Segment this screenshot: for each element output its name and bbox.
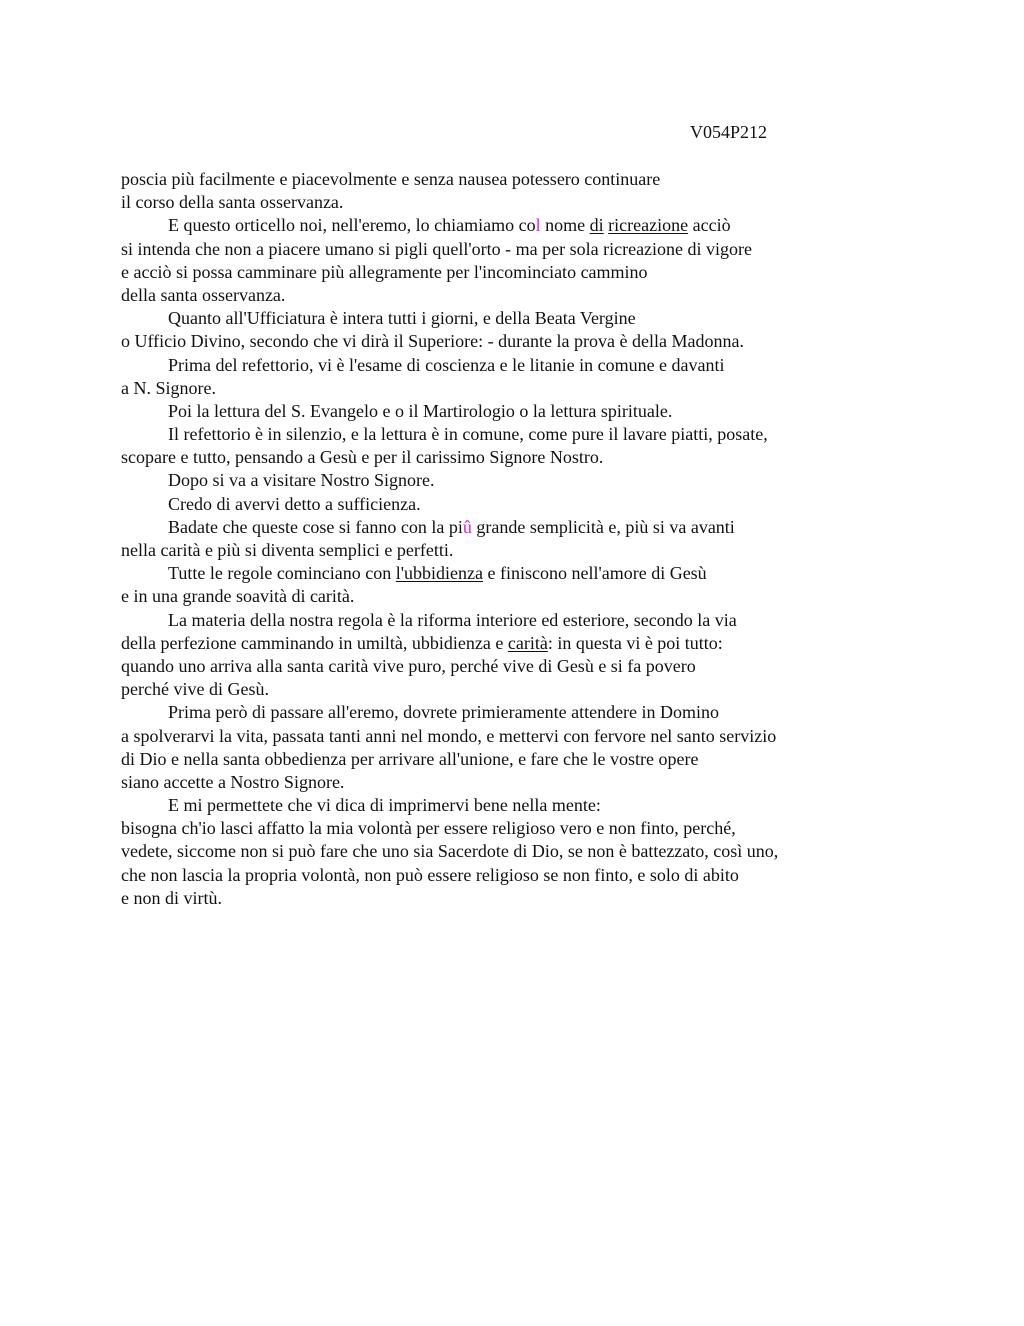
text-line [121,214,901,237]
text-run: nome [540,215,590,236]
highlighted-character: l [535,215,541,236]
text-line: si intenda che non a piacere umano si pigli quell'orto - ma per sola ricreazione di vigore [121,238,753,259]
text-line: e acciò si possa camminare più allegramente per l'incominciato cammino [121,261,648,282]
text-line: Credo di avervi detto a sufficienza. [168,493,421,514]
text-line: Il refettorio è in silenzio, e la lettura è in comune, come pure il lavare piatti, posate, [168,424,768,445]
text-run: acciò [688,215,731,236]
text-line: di Dio e nella santa obbedienza per arrivare all'unione, e fare che le vostre opere [121,748,699,769]
text-line: e non di virtù. [121,887,222,908]
text-line: E mi permettete che vi dica di imprimervi bene nella mente: [168,795,601,816]
text-run: grande semplicità e, più si va avanti [471,516,735,537]
text-line: o Ufficio Divino, secondo che vi dirà il Superiore: - durante la prova è della Madonna. [121,331,744,352]
highlighted-character: û [462,516,472,537]
text-line: che non lascia la propria volontà, non può essere religioso se non finto, e solo di abito [121,864,739,885]
text-line: il corso della santa osservanza. [121,192,344,213]
page-code: V054P212 [690,122,768,142]
text-line: scopare e tutto, pensando a Gesù e per il carissimo Signore Nostro. [121,447,604,468]
text-line: della santa osservanza. [121,284,286,305]
text-line: poscia più facilmente e piacevolmente e senza nausea potessero continuare [121,169,661,189]
text-run: E questo orticello noi, nell'eremo, lo chiamiamo co [168,215,536,236]
text-line: Prima del refettorio, vi è l'esame di coscienza e le litanie in comune e davanti [168,354,725,375]
text-line: perché vive di Gesù. [121,679,269,700]
text-run: : in questa vi è poi tutto: [547,632,723,653]
text-line: Dopo si va a visitare Nostro Signore. [168,470,435,491]
text-line: a spolverarvi la vita, passata tanti anni nel mondo, e mettervi con fervore nel santo servizio [121,725,777,746]
text-line: e in una grande soavità di carità. [121,586,355,607]
text-run: e finiscono nell'amore di Gesù [483,563,707,584]
text-line: Prima però di passare all'eremo, dovrete primieramente attendere in Domino [168,702,720,723]
underlined-word: di [589,215,604,236]
text-run: Badate che queste cose si fanno con la pi [168,516,463,537]
text-line: Poi la lettura del S. Evangelo e o il Martirologio o la lettura spirituale. [168,400,673,421]
text-line [121,516,901,539]
text-line: a N. Signore. [121,377,216,398]
text-run: Tutte le regole cominciano con [168,563,396,584]
underlined-word: carità [507,632,548,653]
text-line [121,562,901,585]
text-line: siano accette a Nostro Signore. [121,771,345,792]
underlined-word: l'ubbidienza [395,563,483,584]
text-line: vedete, siccome non si può fare che uno sia Sacerdote di Dio, se non è battezzato, così uno, [121,841,779,862]
text-line: bisogna ch'io lasci affatto la mia volontà per essere religioso vero e non finto, perché, [121,818,736,839]
document-body [121,168,901,910]
text-line: Quanto all'Ufficiatura è intera tutti i giorni, e della Beata Vergine [168,308,636,329]
text-line: nella carità e più si diventa semplici e perfetti. [121,540,454,560]
text-run: della perfezione camminando in umiltà, ubbidienza e [121,632,508,653]
text-line [121,632,901,655]
underlined-word: ricreazione [608,215,689,236]
text-line: quando uno arriva alla santa carità vive puro, perché vive di Gesù e si fa povero [121,655,696,676]
text-line: La materia della nostra regola è la riforma interiore ed esteriore, secondo la via [168,609,737,630]
